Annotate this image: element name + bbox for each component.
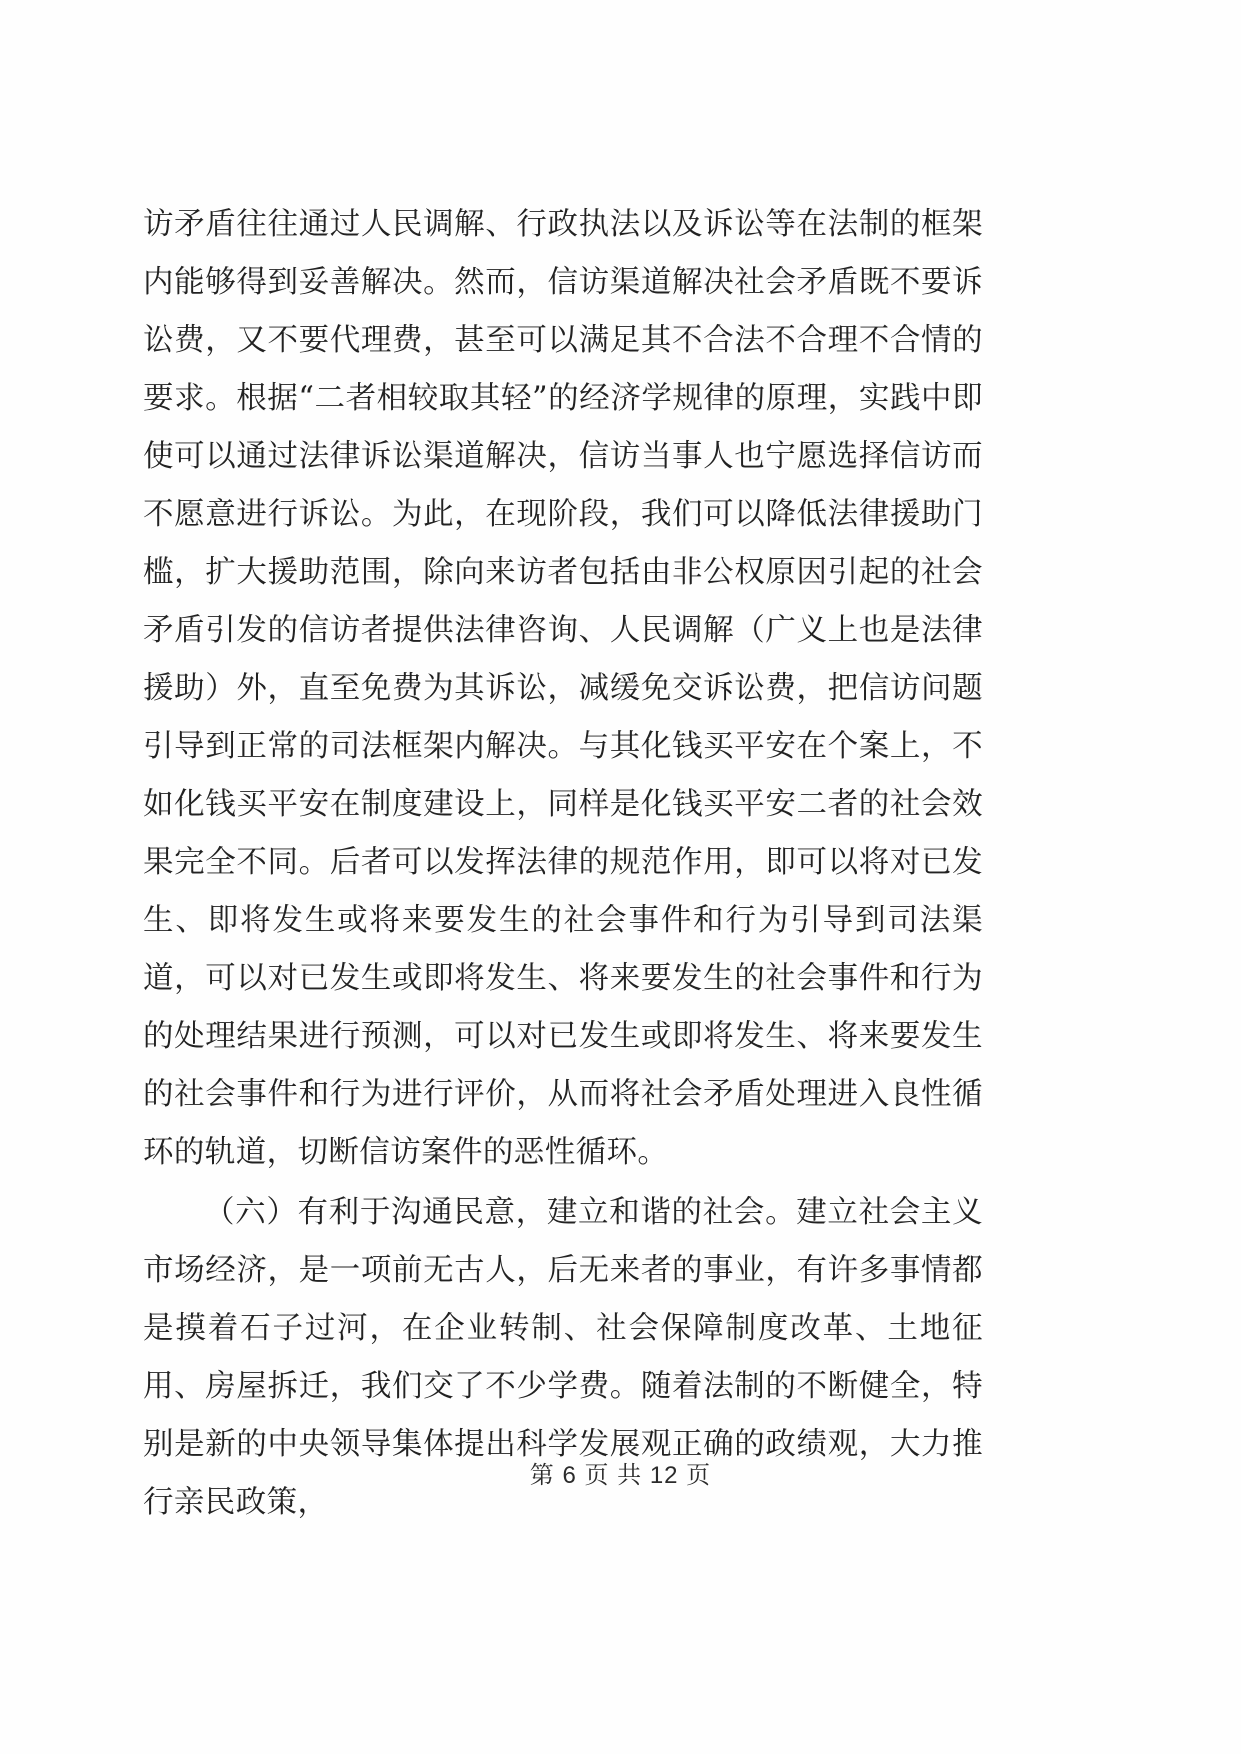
paragraph-body-1: 访矛盾往往通过人民调解、行政执法以及诉讼等在法制的框架内能够得到妥善解决。然而，信访渠道解决社会矛盾既不要诉讼费，又不要代理费，甚至可以满足其不合法不合理不合情的要求。根据“二者相较取其轻”的经济学规律的原理，实践中即使可以通过法律诉讼渠道解决，信访当事人也宁愿选择信访而不愿意进行诉讼。为此，在现阶段，我们可以降低法律援助门槛，扩大援助范围，除向来访者包括由非公权原因引起的社会矛盾引发的信访者提供法律咨询、人民调解（广义上也是法律援助）外，直至免费为其诉讼，减缓免交诉讼费，把信访问题引导到正常的司法框架内解决。与其化钱买平安在个案上，不如化钱买平安在制度建设上，同样是化钱买平安二者的社会效果完全不同。后者可以发挥法律的规范作用，即可以将对已发生、即将发生或将来要发生的社会事件和行为引导到司法渠道，可以对已发生或即将发生、将来要发生的社会事件和行为的处理结果进行预测，可以对已发生或即将发生、将来要发生的社会事件和行为进行评价，从而将社会矛盾处理进入良性循环的轨道，切断信访案件的恶性循环。 <box>143 207 983 1170</box>
page-body <box>143 196 983 1532</box>
page-footer <box>0 1455 1241 1490</box>
paragraph-body-2: （六）有利于沟通民意，建立和谐的社会。建立社会主义市场经济，是一项前无古人，后无来者的事业，有许多事情都是摸着石子过河，在企业转制、社会保障制度改革、土地征用、房屋拆迁，我们交了不少学费。随着法制的不断健全，特别是新的中央领导集体提出科学发展观正确的政绩观，大力推行亲民政策， <box>143 1195 983 1520</box>
page-number-label: 第 6 页 共 12 页 <box>529 1462 712 1489</box>
